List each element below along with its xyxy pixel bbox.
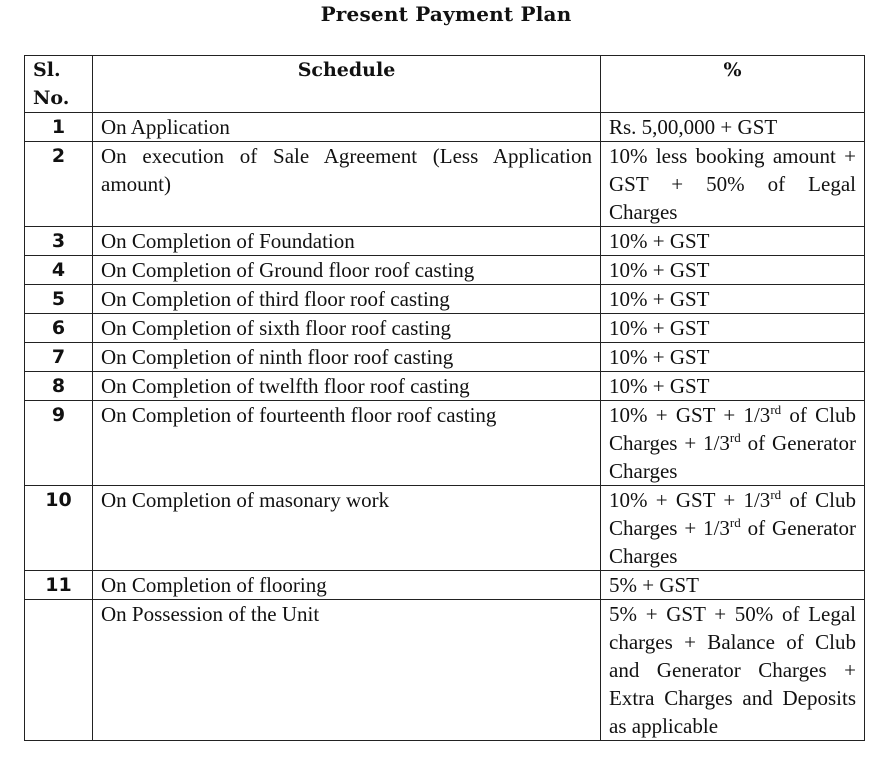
row-number: 1 bbox=[25, 113, 93, 142]
schedule-cell: On execution of Sale Agreement (Less Application amount) bbox=[93, 142, 601, 227]
table-row bbox=[25, 343, 865, 372]
table-row bbox=[25, 227, 865, 256]
schedule-cell: On Possession of the Unit bbox=[93, 600, 601, 741]
row-number: 7 bbox=[25, 343, 93, 372]
row-number: 6 bbox=[25, 314, 93, 343]
percent-cell: 10% + GST + 1/3rd of Club Charges + 1/3rd of Generator Charges bbox=[601, 401, 865, 486]
payment-plan-table bbox=[24, 55, 865, 741]
percent-cell: 10% less booking amount + GST + 50% of Legal Charges bbox=[601, 142, 865, 227]
schedule-cell: On Completion of twelfth floor roof casting bbox=[93, 372, 601, 401]
row-number: 2 bbox=[25, 142, 93, 227]
column-header-sl-no: Sl. No. bbox=[25, 56, 93, 113]
table-row bbox=[25, 256, 865, 285]
table-row bbox=[25, 571, 865, 600]
percent-cell: 10% + GST bbox=[601, 372, 865, 401]
schedule-cell: On Completion of third floor roof casting bbox=[93, 285, 601, 314]
schedule-cell: On Application bbox=[93, 113, 601, 142]
row-number: 11 bbox=[25, 571, 93, 600]
percent-cell: 10% + GST bbox=[601, 343, 865, 372]
table-row bbox=[25, 142, 865, 227]
row-number: 5 bbox=[25, 285, 93, 314]
table-header-row bbox=[25, 56, 865, 113]
row-number: 9 bbox=[25, 401, 93, 486]
row-number: 3 bbox=[25, 227, 93, 256]
table-row bbox=[25, 372, 865, 401]
schedule-cell: On Completion of sixth floor roof casting bbox=[93, 314, 601, 343]
percent-cell: 10% + GST bbox=[601, 256, 865, 285]
table-row bbox=[25, 113, 865, 142]
schedule-cell: On Completion of Foundation bbox=[93, 227, 601, 256]
column-header-percent: % bbox=[601, 56, 865, 113]
table-row bbox=[25, 486, 865, 571]
percent-cell: 5% + GST bbox=[601, 571, 865, 600]
schedule-cell: On Completion of flooring bbox=[93, 571, 601, 600]
percent-cell: 10% + GST bbox=[601, 314, 865, 343]
schedule-cell: On Completion of Ground floor roof casting bbox=[93, 256, 601, 285]
table-row bbox=[25, 314, 865, 343]
row-number: 8 bbox=[25, 372, 93, 401]
percent-cell: 10% + GST bbox=[601, 227, 865, 256]
column-header-schedule: Schedule bbox=[93, 56, 601, 113]
percent-cell: Rs. 5,00,000 + GST bbox=[601, 113, 865, 142]
percent-cell: 5% + GST + 50% of Legal charges + Balance of Club and Generator Charges + Extra Charges and Deposits as applicable bbox=[601, 600, 865, 741]
row-number: 10 bbox=[25, 486, 93, 571]
table-row bbox=[25, 600, 865, 741]
row-number bbox=[25, 600, 93, 741]
schedule-cell: On Completion of masonary work bbox=[93, 486, 601, 571]
percent-cell: 10% + GST + 1/3rd of Club Charges + 1/3rd of Generator Charges bbox=[601, 486, 865, 571]
row-number: 4 bbox=[25, 256, 93, 285]
table-row bbox=[25, 401, 865, 486]
table-row bbox=[25, 285, 865, 314]
schedule-cell: On Completion of fourteenth floor roof casting bbox=[93, 401, 601, 486]
page-title: Present Payment Plan bbox=[320, 2, 572, 26]
schedule-cell: On Completion of ninth floor roof casting bbox=[93, 343, 601, 372]
percent-cell: 10% + GST bbox=[601, 285, 865, 314]
